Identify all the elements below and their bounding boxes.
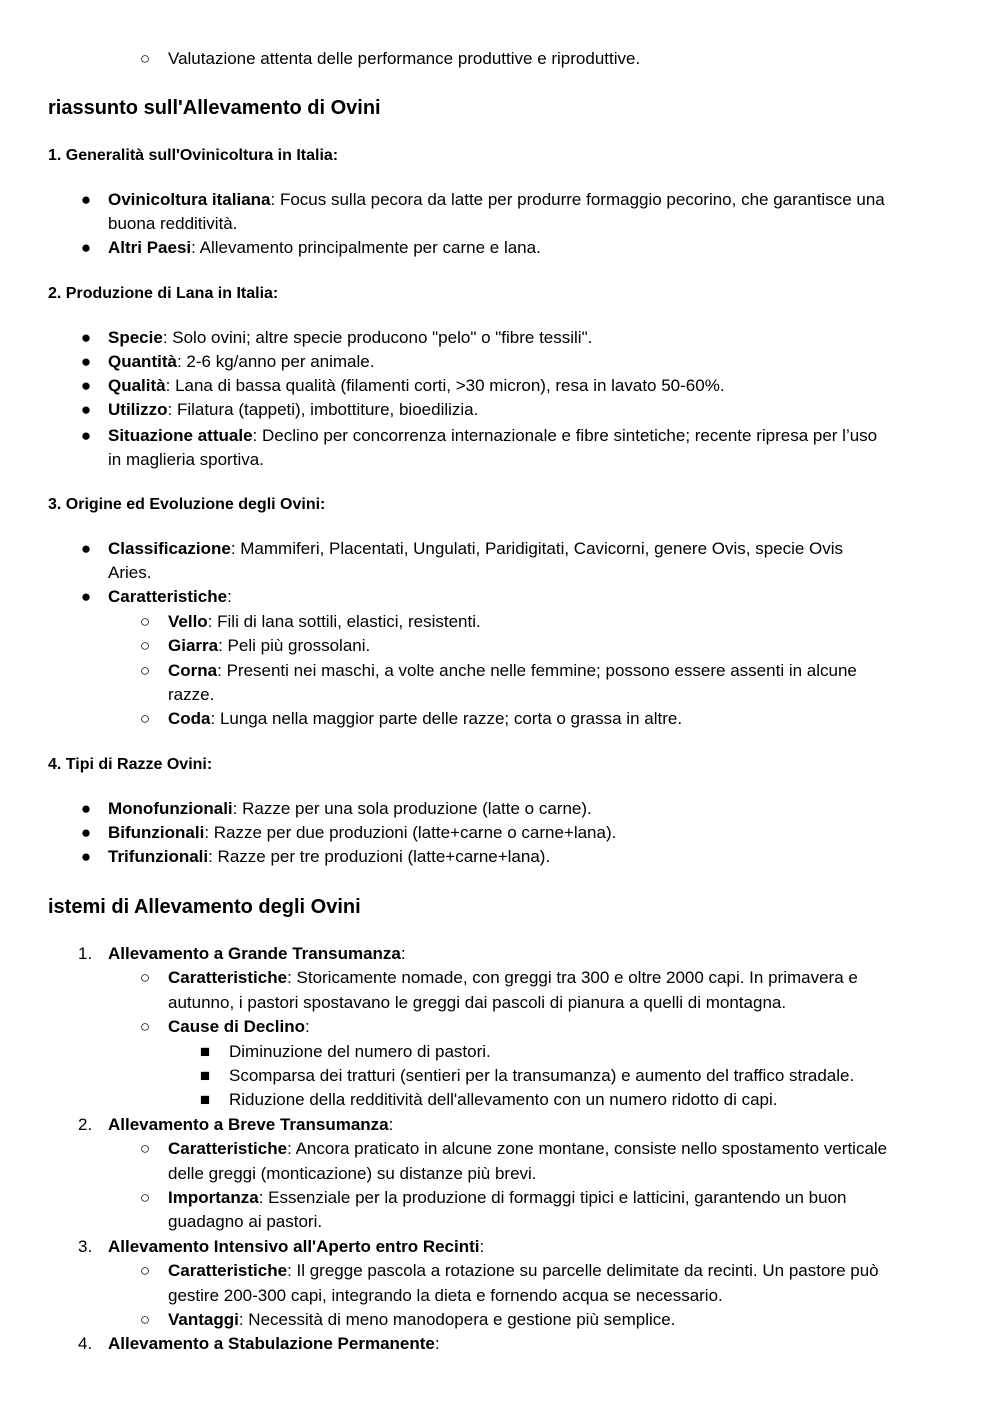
square-bullet-icon: ■ bbox=[199, 1090, 211, 1109]
circle-bullet-icon: ○ bbox=[139, 1261, 151, 1280]
circle-bullet-icon: ○ bbox=[139, 49, 151, 68]
circle-bullet-icon: ○ bbox=[139, 612, 151, 631]
list-item: Importanza: Essenziale per la produzione di formaggi tipici e latticini, garantendo un buon bbox=[168, 1188, 847, 1207]
circle-bullet-icon: ○ bbox=[139, 661, 151, 680]
square-bullet-icon: ■ bbox=[199, 1042, 211, 1061]
list-item: Giarra: Peli più grossolani. bbox=[168, 636, 371, 655]
list-item-continuation: delle greggi (monticazione) su distanze più brevi. bbox=[168, 1164, 537, 1183]
list-item: Situazione attuale: Declino per concorrenza internazionale e fibre sintetiche; recente ripresa per l’uso bbox=[108, 426, 878, 445]
bullet-icon: ● bbox=[80, 376, 92, 395]
bullet-icon: ● bbox=[80, 799, 92, 818]
list-item: Vantaggi: Necessità di meno manodopera e gestione più semplice. bbox=[168, 1310, 676, 1329]
bullet-icon: ● bbox=[80, 539, 92, 558]
list-number: 1. bbox=[78, 944, 93, 963]
bullet-icon: ● bbox=[80, 328, 92, 347]
list-item: Bifunzionali: Razze per due produzioni (latte+carne o carne+lana). bbox=[108, 823, 617, 842]
bullet-icon: ● bbox=[80, 190, 92, 209]
list-item: Trifunzionali: Razze per tre produzioni (latte+carne+lana). bbox=[108, 847, 551, 866]
list-item: Scomparsa dei tratturi (sentieri per la transumanza) e aumento del traffico stradale. bbox=[229, 1066, 855, 1085]
bullet-icon: ● bbox=[80, 352, 92, 371]
list-item-continuation: autunno, i pastori spostavano le greggi dai pascoli di pianura a quelli di montagna. bbox=[168, 993, 787, 1012]
list-item: Vello: Fili di lana sottili, elastici, resistenti. bbox=[168, 612, 481, 631]
bullet-icon: ● bbox=[80, 823, 92, 842]
bullet-icon: ● bbox=[80, 400, 92, 419]
list-item: Caratteristiche: Il gregge pascola a rotazione su parcelle delimitate da recinti. Un pastore può bbox=[168, 1261, 879, 1280]
list-item: Riduzione della redditività dell'allevamento con un numero ridotto di capi. bbox=[229, 1090, 778, 1109]
list-item: Altri Paesi: Allevamento principalmente per carne e lana. bbox=[108, 238, 541, 257]
subsection-title: 3. Origine ed Evoluzione degli Ovini: bbox=[48, 496, 326, 513]
list-item: Corna: Presenti nei maschi, a volte anche nelle femmine; possono essere assenti in alcune bbox=[168, 661, 857, 680]
circle-bullet-icon: ○ bbox=[139, 1139, 151, 1158]
list-item: Classificazione: Mammiferi, Placentati, Ungulati, Paridigitati, Cavicorni, genere Ovis, specie Ovis bbox=[108, 539, 844, 558]
subsection-title: 2. Produzione di Lana in Italia: bbox=[48, 285, 279, 302]
square-bullet-icon: ■ bbox=[199, 1066, 211, 1085]
list-number: 4. bbox=[78, 1334, 93, 1353]
list-item: Allevamento a Stabulazione Permanente: bbox=[108, 1334, 440, 1353]
list-item-continuation: razze. bbox=[168, 685, 215, 704]
bullet-icon: ● bbox=[80, 587, 92, 606]
list-item: Utilizzo: Filatura (tappeti), imbottiture, bioedilizia. bbox=[108, 400, 479, 419]
bullet-icon: ● bbox=[80, 847, 92, 866]
list-item: Valutazione attenta delle performance produttive e riproduttive. bbox=[168, 49, 641, 68]
list-number: 2. bbox=[78, 1115, 93, 1134]
list-item-continuation: in maglieria sportiva. bbox=[108, 450, 264, 469]
list-item: Coda: Lunga nella maggior parte delle razze; corta o grassa in altre. bbox=[168, 709, 683, 728]
subsection-title: 4. Tipi di Razze Ovini: bbox=[48, 756, 213, 773]
list-item: Caratteristiche: Storicamente nomade, con greggi tra 300 e oltre 2000 capi. In primavera e bbox=[168, 968, 858, 987]
circle-bullet-icon: ○ bbox=[139, 709, 151, 728]
list-item-continuation: Aries. bbox=[108, 563, 152, 582]
list-number: 3. bbox=[78, 1237, 93, 1256]
bullet-icon: ● bbox=[80, 426, 92, 445]
circle-bullet-icon: ○ bbox=[139, 1310, 151, 1329]
list-item: Allevamento a Breve Transumanza: bbox=[108, 1115, 394, 1134]
list-item: Allevamento Intensivo all'Aperto entro Recinti: bbox=[108, 1237, 485, 1256]
list-item: Ovinicoltura italiana: Focus sulla pecora da latte per produrre formaggio pecorino, che garantisce una bbox=[108, 190, 885, 209]
bullet-icon: ● bbox=[80, 238, 92, 257]
list-item-continuation: buona redditività. bbox=[108, 214, 238, 233]
circle-bullet-icon: ○ bbox=[139, 1017, 151, 1036]
circle-bullet-icon: ○ bbox=[139, 968, 151, 987]
list-item: Qualità: Lana di bassa qualità (filamenti corti, >30 micron), resa in lavato 50-60%. bbox=[108, 376, 725, 395]
subsection-title: 1. Generalità sull'Ovinicoltura in Italia: bbox=[48, 147, 339, 164]
circle-bullet-icon: ○ bbox=[139, 1188, 151, 1207]
list-item: Allevamento a Grande Transumanza: bbox=[108, 944, 406, 963]
list-item: Caratteristiche: bbox=[108, 587, 232, 606]
list-item-continuation: guadagno ai pastori. bbox=[168, 1212, 323, 1231]
section-heading: istemi di Allevamento degli Ovini bbox=[48, 896, 361, 918]
list-item: Quantità: 2-6 kg/anno per animale. bbox=[108, 352, 375, 371]
list-item: Specie: Solo ovini; altre specie producono "pelo" o "fibre tessili". bbox=[108, 328, 593, 347]
section-heading: riassunto sull'Allevamento di Ovini bbox=[48, 97, 381, 119]
list-item: Monofunzionali: Razze per una sola produzione (latte o carne). bbox=[108, 799, 592, 818]
list-item: Diminuzione del numero di pastori. bbox=[229, 1042, 491, 1061]
list-item-continuation: gestire 200-300 capi, integrando la dieta e fornendo acqua se necessario. bbox=[168, 1286, 723, 1305]
list-item: Caratteristiche: Ancora praticato in alcune zone montane, consiste nello spostamento verticale bbox=[168, 1139, 888, 1158]
list-item: Cause di Declino: bbox=[168, 1017, 310, 1036]
circle-bullet-icon: ○ bbox=[139, 636, 151, 655]
